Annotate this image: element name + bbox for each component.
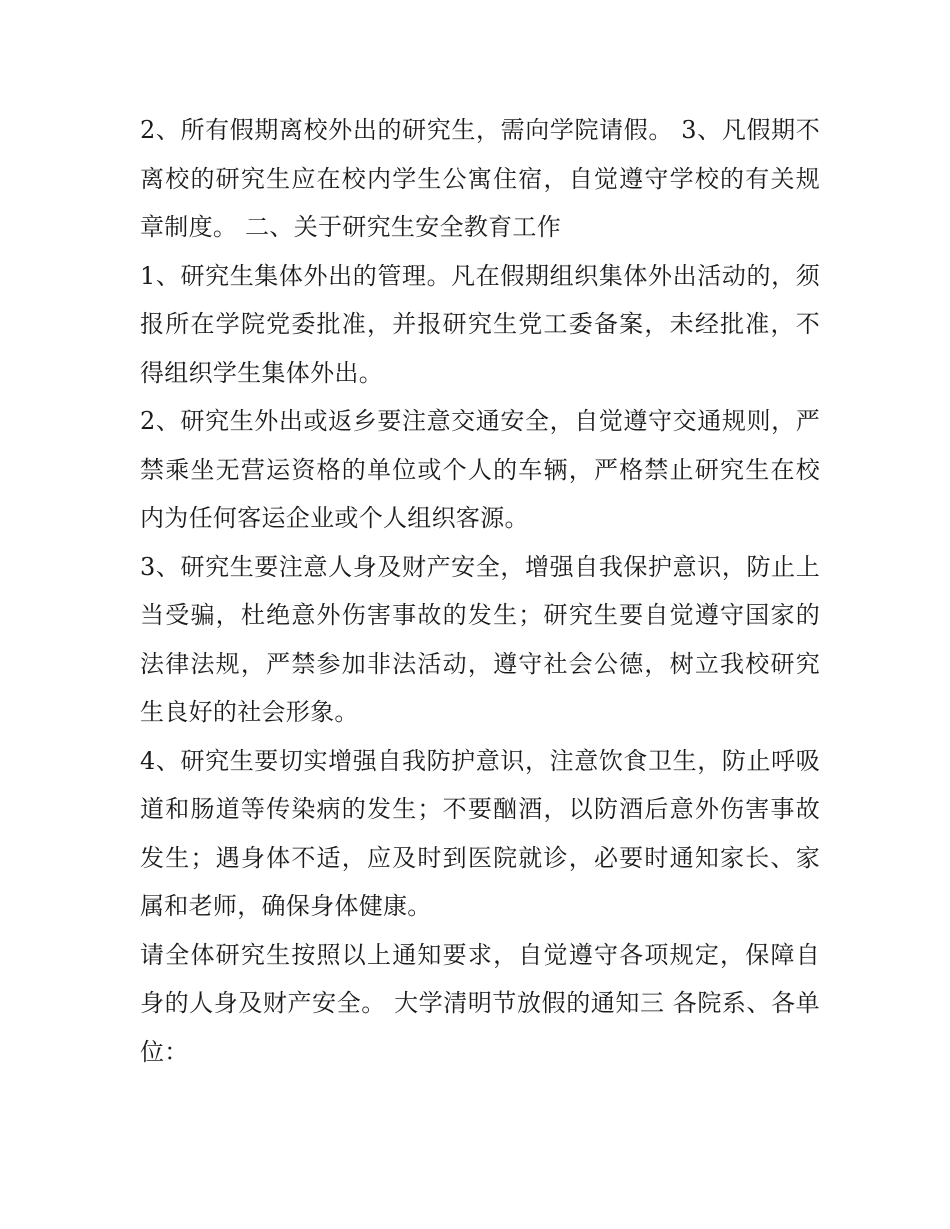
paragraph-group-outing: 1、研究生集体外出的管理。凡在假期组织集体外出活动的，须报所在学院党委批准，并报研究生党工委备案，未经批准，不得组织学生集体外出。 [140,261,820,387]
paragraph-health: 4、研究生要切实增强自我防护意识，注意饮食卫生，防止呼吸道和肠道等传染病的发生；不要酗酒，以防酒后意外伤害事故发生；遇身体不适，应及时到医院就诊，必要时通知家长、家属和老师，确保身体健康。 [140,746,820,920]
paragraph-leave-and-safety-heading: 2、所有假期离校外出的研究生，需向学院请假。 3、凡假期不离校的研究生应在校内学生公寓住宿，自觉遵守学校的有关规章制度。 二、关于研究生安全教育工作 [140,116,820,241]
paragraph-closing: 请全体研究生按照以上通知要求，自觉遵守各项规定，保障自身的人身及财产安全。 大学清明节放假的通知三 各院系、各单位： [140,940,820,1066]
document-body [140,106,820,1076]
paragraph-personal-safety: 3、研究生要注意人身及财产安全，增强自我保护意识，防止上当受骗，杜绝意外伤害事故的发生；研究生要自觉遵守国家的法律法规，严禁参加非法活动，遵守社会公德，树立我校研究生良好的社会形象。 [140,552,820,726]
paragraph-traffic-safety: 2、研究生外出或返乡要注意交通安全，自觉遵守交通规则，严禁乘坐无营运资格的单位或个人的车辆，严格禁止研究生在校内为任何客运企业或个人组织客源。 [140,407,820,532]
